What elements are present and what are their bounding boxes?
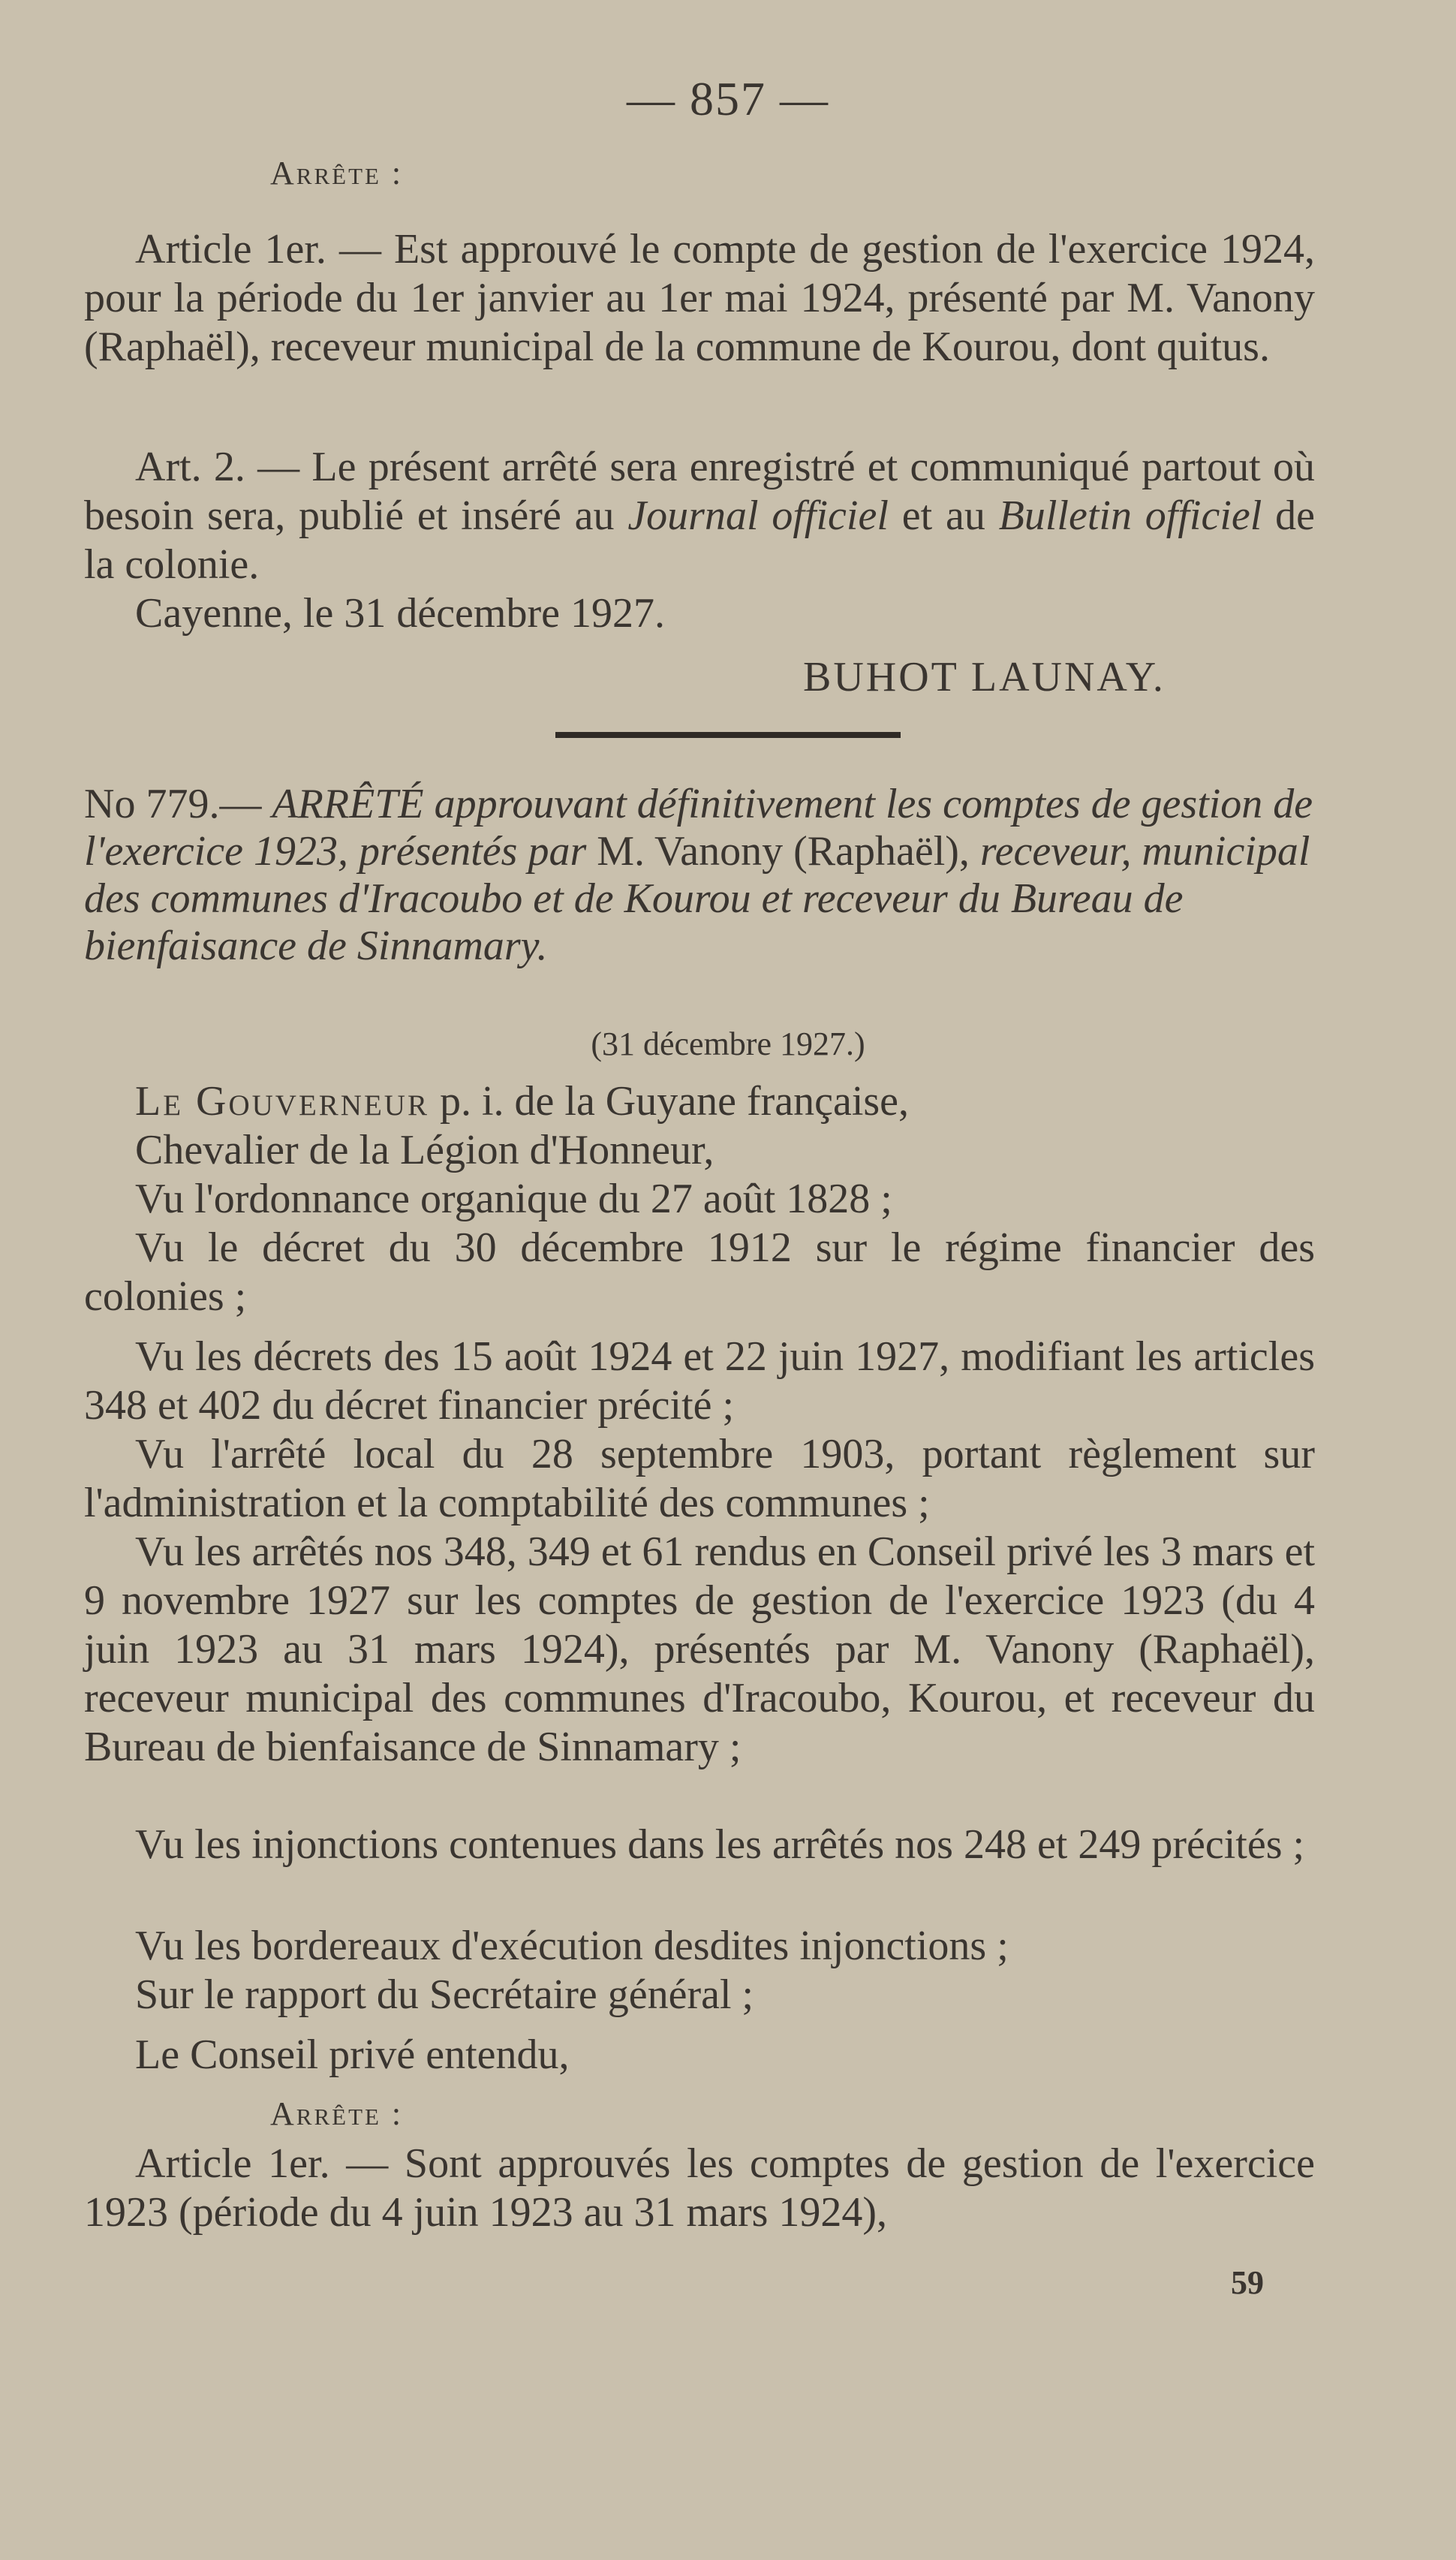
decree-article-1: Article 1er. — Sont approuvés les comptes de gestion de l'exercice 1923 (période du 4 juin 1923 au 31 mars 1924), xyxy=(84,2140,1315,2236)
governor-line: Le Gouverneur p. i. de la Guyane française, xyxy=(135,1078,910,1125)
decree-title: No 779.— ARRÊTÉ approuvant définitivement les comptes de gestion de l'exercice 1923, présentés par M. Vanony (Raphaël), receveur, municipal des communes d'Iracoubo et de Kourou et receveur du Bureau de bienfaisance de Sinnamary. xyxy=(84,781,1313,969)
vu-decret-1912: Vu le décret du 30 décembre 1912 sur le régime financier des colonies ; xyxy=(84,1224,1315,1320)
sur-rapport: Sur le rapport du Secrétaire général ; xyxy=(135,1971,754,2018)
vu-ordonnance: Vu l'ordonnance organique du 27 août 1828 ; xyxy=(135,1176,892,1222)
section-divider xyxy=(555,732,901,738)
vu-arretes-conseil-prive: Vu les arrêtés nos 348, 349 et 61 rendus en Conseil privé les 3 mars et 9 novembre 1927 sur les comptes de gestion de l'exercice 1923 (du 4 juin 1923 au 31 mars 1924), présentés par M. Vanony (Raphaël), receveur municipal des communes d'Iracoubo, Kourou, et receveur du Bureau de bienfaisance de Sinnamary ; xyxy=(84,1528,1315,1770)
article-1-paragraph: Article 1er. — Est approuvé le compte de gestion de l'exercice 1924, pour la période du 1er janvier au 1er mai 1924, présenté par M. Vanony (Raphaël), receveur municipal de la commune de Kourou, dont quitus. xyxy=(84,226,1315,370)
vu-decrets-1924-1927: Vu les décrets des 15 août 1924 et 22 juin 1927, modifiant les articles 348 et 402 du décret financier précité ; xyxy=(84,1333,1315,1429)
footer-number: 59 xyxy=(1231,2264,1264,2301)
vu-injonctions: Vu les injonctions contenues dans les arrêtés nos 248 et 249 précités ; xyxy=(135,1821,1305,1868)
conseil-entendu: Le Conseil privé entendu, xyxy=(135,2031,570,2078)
decree-date: (31 décembre 1927.) xyxy=(591,1026,865,1062)
arrete-heading: Arrête : xyxy=(270,155,404,191)
article-2-paragraph: Art. 2. — Le présent arrêté sera enregistré et communiqué partout où besoin sera, publié et inséré au Journal officiel et au Bulletin officiel de la colonie. xyxy=(84,444,1315,588)
vu-arrete-local-1903: Vu l'arrêté local du 28 septembre 1903, portant règlement sur l'administration et la comptabilité des communes ; xyxy=(84,1431,1315,1526)
vu-bordereaux: Vu les bordereaux d'exécution desdites injonctions ; xyxy=(135,1923,1009,1969)
page-number: — 857 — xyxy=(627,72,829,125)
decree-arrete-heading: Arrête : xyxy=(270,2095,404,2132)
signature: BUHOT LAUNAY. xyxy=(803,654,1166,700)
place-date: Cayenne, le 31 décembre 1927. xyxy=(135,590,665,637)
chevalier-line: Chevalier de la Légion d'Honneur, xyxy=(135,1127,714,1173)
